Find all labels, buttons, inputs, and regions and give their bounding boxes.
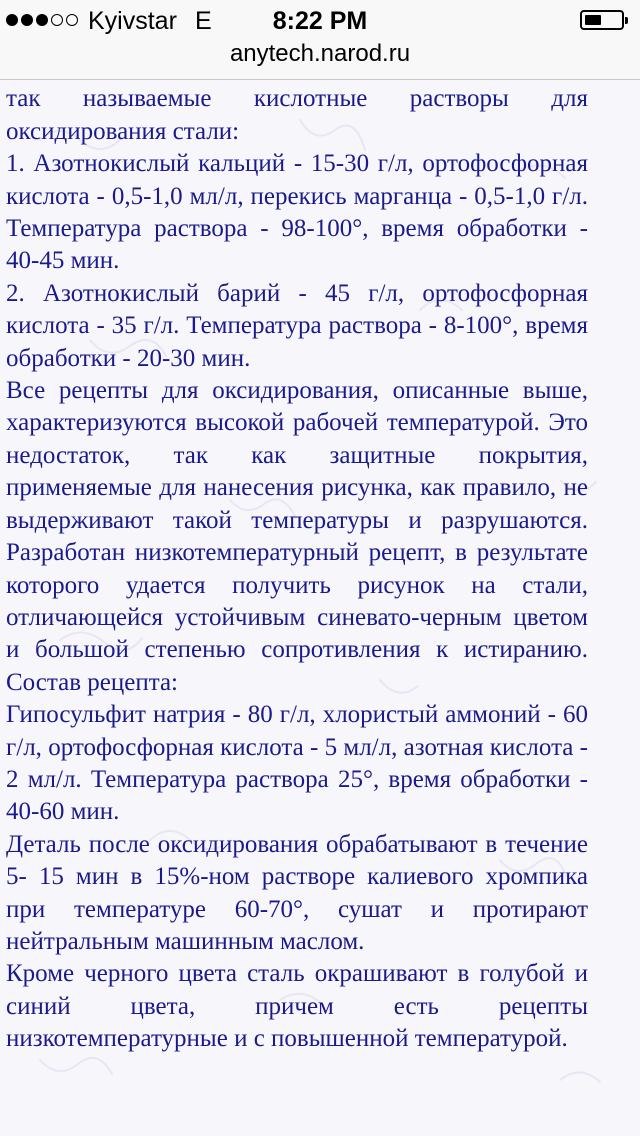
status-time: 8:22 PM — [272, 7, 368, 35]
url-text[interactable]: anytech.narod.ru — [229, 40, 411, 67]
battery-nub — [625, 17, 628, 24]
network-type: E — [195, 7, 212, 35]
article-paragraph: 2. Азотнокислый барий - 45 г/л, ортофосфорная кислота - 35 г/л. Температура раствора - 8-100°, время обработки - 20-30 мин. — [6, 279, 588, 372]
article-paragraph: Кроме черного цвета сталь окрашивают в голубой и синий цвета, причем есть рецепты низкотемпературные и с повышенной температурой. — [6, 960, 588, 1053]
carrier-name: Kyivstar — [88, 7, 177, 35]
web-page-content[interactable] — [0, 80, 640, 1136]
battery-icon — [580, 10, 624, 30]
article-body — [6, 80, 588, 1056]
article-paragraph: Гипосульфит натрия - 80 г/л, хлористый аммоний - 60 г/л, ортофосфорная кислота - 5 мл/л, азотная кислота - 2 мл/л. Температура раствора 25°, время обработки - 40-60 мин. — [6, 701, 588, 826]
article-paragraph: 1. Азотнокислый кальций - 15-30 г/л, ортофосфорная кислота - 0,5-1,0 мл/л, перекись марганца - 0,5-1,0 г/л. Температура раствора - 98-100°, время обработки - 40-45 мин. — [6, 150, 588, 275]
status-bar — [0, 0, 640, 40]
article-paragraph: так называемые кислотные растворы для оксидирования стали: — [6, 85, 588, 145]
article-paragraph: Все рецепты для оксидирования, описанные выше, характеризуются высокой рабочей температурой. Это недостаток, так как защитные покрытия, применяемые для нанесения рисунка, как правило, не выдерживают такой температуры и разрушаются. Разработан низкотемпературный рецепт, в результате которого удается получить рисунок на стали, отличающейся устойчивым синевато-черным цветом и большой степенью сопротивления к истиранию. Состав рецепта: — [6, 377, 588, 696]
battery-level — [585, 15, 601, 25]
address-bar[interactable] — [0, 40, 640, 80]
article-paragraph: Деталь после оксидирования обрабатывают в течение 5- 15 мин в 15%-ном растворе калиевого хромпика при температуре 60-70°, сушат и протирают нейтральным машинным маслом. — [6, 830, 588, 955]
